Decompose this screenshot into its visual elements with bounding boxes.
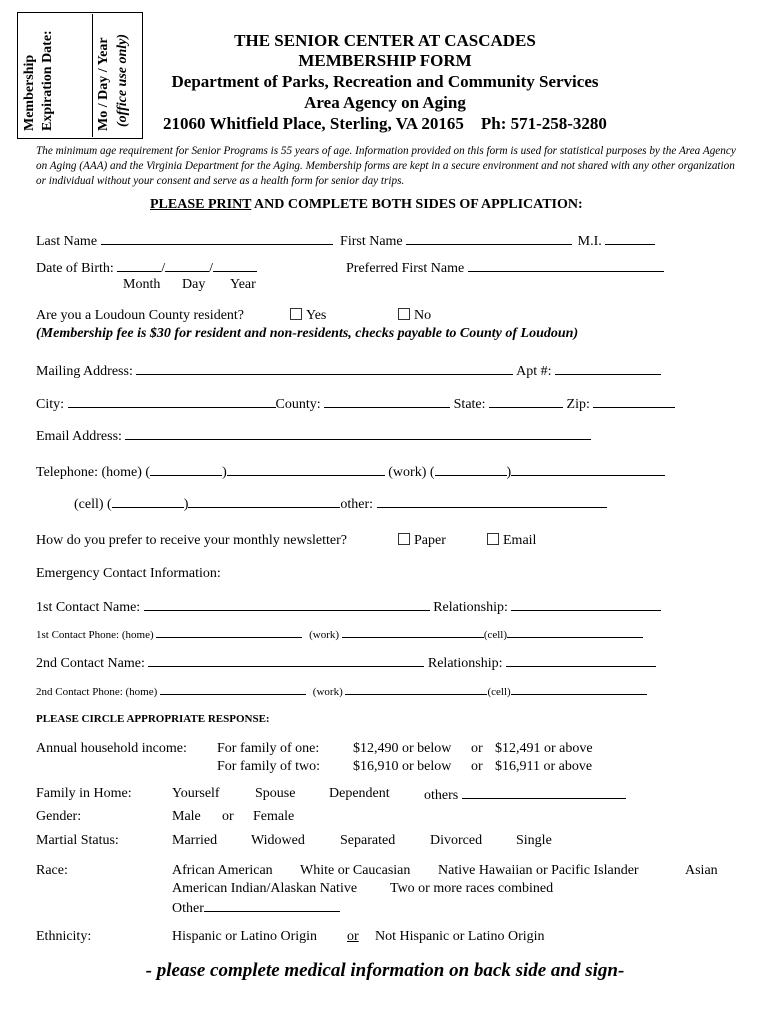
ethnicity-or: or (347, 929, 359, 944)
mailing-row (36, 362, 661, 380)
gender-male[interactable]: Male (172, 809, 201, 824)
contact1-name-label: 1st Contact Name: (36, 600, 141, 615)
first-name-field[interactable] (406, 232, 572, 245)
race-african-american[interactable]: African American (172, 863, 273, 878)
center-title: THE SENIOR CENTER AT CASCADES (234, 31, 536, 50)
city-field[interactable] (68, 395, 276, 408)
marital-single[interactable]: Single (516, 833, 552, 848)
telephone-row: Telephone: (home) ( ) (work) ( ) (36, 463, 665, 481)
gender-female[interactable]: Female (253, 809, 295, 824)
instruction-underlined: PLEASE PRINT (150, 197, 252, 212)
newsletter-email-option[interactable] (487, 533, 536, 549)
contact2-phone-label: 2nd Contact Phone: (home) (36, 686, 158, 698)
last-name-label: Last Name (36, 234, 98, 249)
telephone-label: Telephone: (home) ( (36, 465, 151, 480)
cell-phone-field[interactable] (188, 495, 340, 508)
family-home-label: Family in Home: (36, 786, 132, 801)
contact1-phone-row (36, 627, 643, 641)
contact1-cell-label: (cell) (483, 629, 508, 641)
circle-heading: PLEASE CIRCLE APPROPRIATE RESPONSE: (36, 713, 270, 725)
contact2-cell-label: (cell) (487, 686, 511, 698)
dob-year-field[interactable] (213, 259, 257, 272)
email-row (36, 427, 591, 445)
contact1-name-row (36, 598, 661, 616)
home-phone-field[interactable] (227, 463, 385, 476)
preferred-name-row (346, 259, 664, 277)
contact2-work-label: (work) (312, 686, 343, 698)
email-option-label: Email (503, 533, 537, 548)
city-row (36, 395, 675, 413)
family-two-high[interactable]: $16,911 or above (495, 759, 593, 774)
resident-no-option[interactable] (398, 308, 431, 324)
contact1-relationship-label: Relationship: (433, 600, 508, 615)
contact1-relationship-field[interactable] (511, 598, 661, 611)
marital-separated[interactable]: Separated (340, 833, 396, 848)
state-label: State: (453, 397, 486, 412)
department-name: Department of Parks, Recreation and Community Services (171, 72, 599, 91)
emergency-heading: Emergency Contact Information: (36, 566, 221, 581)
family-option-yourself[interactable]: Yourself (172, 786, 220, 801)
work-phone-field[interactable] (511, 463, 665, 476)
state-field[interactable] (489, 395, 563, 408)
work-label: (work) ( (388, 465, 435, 480)
work-area-code-field[interactable] (435, 463, 507, 476)
family-two-low[interactable]: $16,910 or below (353, 759, 452, 774)
race-other-option[interactable] (172, 899, 340, 917)
family-two-or: or (471, 759, 483, 774)
first-name-label: First Name (340, 234, 403, 249)
family-one-or: or (471, 741, 483, 756)
income-label: Annual household income: (36, 741, 187, 756)
mi-label: M.I. (577, 234, 602, 249)
others-label: others (424, 788, 459, 803)
paper-label: Paper (414, 533, 446, 548)
contact1-home-field[interactable] (156, 627, 302, 638)
race-label: Race: (36, 863, 68, 878)
dob-row: Date of Birth: / / (36, 259, 257, 277)
other-label: other: (340, 497, 374, 512)
contact2-name-field[interactable] (148, 654, 424, 667)
instruction-rest: AND COMPLETE BOTH SIDES OF APPLICATION: (251, 197, 583, 212)
newsletter-question: How do you prefer to receive your monthly newsletter? (36, 533, 348, 548)
family-two-label: For family of two: (217, 759, 321, 774)
no-label: No (414, 308, 432, 323)
preferred-first-label: Preferred First Name (346, 261, 465, 276)
dob-month-field[interactable] (117, 259, 161, 272)
contact1-work-field[interactable] (342, 627, 484, 638)
date-format-label: Mo / Day / Year (96, 37, 111, 131)
marital-married[interactable]: Married (172, 833, 218, 848)
email-checkbox[interactable] (487, 533, 499, 545)
cell-area-code-field[interactable] (112, 495, 184, 508)
family-one-high[interactable]: $12,491 or above (495, 741, 593, 756)
yes-label: Yes (306, 308, 327, 323)
name-row (36, 232, 655, 250)
race-asian[interactable]: Asian (685, 863, 718, 878)
yes-checkbox[interactable] (290, 308, 302, 320)
newsletter-paper-option[interactable] (398, 533, 446, 549)
race-american-indian[interactable]: American Indian/Alaskan Native (172, 881, 358, 896)
dob-month-caption: Month (123, 277, 161, 292)
contact2-name-row (36, 654, 656, 672)
race-two-or-more[interactable]: Two or more races combined (390, 881, 554, 896)
marital-divorced[interactable]: Divorced (430, 833, 483, 848)
dob-day-field[interactable] (165, 259, 209, 272)
county-label: County: (275, 397, 321, 412)
race-white[interactable]: White or Caucasian (300, 863, 411, 878)
resident-question: Are you a Loudoun County resident? (36, 308, 245, 323)
fee-note: (Membership fee is $30 for resident and non-residents, checks payable to County of Loudoun) (36, 326, 579, 341)
dob-day-caption: Day (182, 277, 206, 292)
contact2-name-label: 2nd Contact Name: (36, 656, 145, 671)
other-phone-field[interactable] (377, 495, 607, 508)
apt-label: Apt #: (516, 364, 552, 379)
gender-or: or (222, 809, 234, 824)
no-checkbox[interactable] (398, 308, 410, 320)
zip-label: Zip: (566, 397, 590, 412)
family-one-low[interactable]: $12,490 or below (353, 741, 452, 756)
contact1-phone-label: 1st Contact Phone: (home) (36, 629, 154, 641)
email-field[interactable] (125, 427, 591, 440)
family-one-label: For family of one: (217, 741, 320, 756)
mi-field[interactable] (605, 232, 655, 245)
race-other-label: Other (172, 901, 204, 916)
family-option-others[interactable] (424, 786, 626, 804)
dob-year-caption: Year (230, 277, 256, 292)
city-label: City: (36, 397, 65, 412)
mailing-field[interactable] (136, 362, 513, 375)
intro-paragraph: The minimum age requirement for Senior Programs is 55 years of age. Information provided on this form is used for statistical purposes by the Area Agency on Aging (AAA) and the Virginia Department for the Aging. Membership forms are kept in a secure environment and not shared with any other organization or individual without your consent and serve as a health form for senior day trips. (36, 145, 736, 187)
instruction (150, 197, 583, 213)
marital-widowed[interactable]: Widowed (251, 833, 305, 848)
others-field[interactable] (462, 786, 626, 799)
apt-field[interactable] (555, 362, 661, 375)
resident-yes-option[interactable] (290, 308, 326, 324)
preferred-first-field[interactable] (468, 259, 664, 272)
contact2-home-field[interactable] (160, 684, 306, 695)
contact1-name-field[interactable] (144, 598, 430, 611)
membership-label: Membership (22, 54, 37, 131)
ethnicity-hispanic[interactable]: Hispanic or Latino Origin (172, 929, 318, 944)
contact1-cell-field[interactable] (507, 627, 643, 638)
contact2-relationship-label: Relationship: (427, 656, 503, 671)
expiration-date-label: Expiration Date: (40, 30, 55, 131)
contact2-work-field[interactable] (345, 684, 487, 695)
paper-checkbox[interactable] (398, 533, 410, 545)
last-name-field[interactable] (101, 232, 333, 245)
race-other-field[interactable] (204, 899, 340, 912)
dob-label: Date of Birth: (36, 261, 114, 276)
office-use-note: (office use only) (115, 33, 130, 127)
ethnicity-not-hispanic[interactable]: Not Hispanic or Latino Origin (375, 929, 545, 944)
gender-label: Gender: (36, 809, 82, 824)
home-area-code-field[interactable] (150, 463, 222, 476)
email-label: Email Address: (36, 429, 122, 444)
contact2-cell-field[interactable] (511, 684, 647, 695)
contact1-work-label: (work) (309, 629, 340, 641)
mailing-label: Mailing Address: (36, 364, 133, 379)
contact2-phone-row (36, 684, 647, 698)
footer-note: - please complete medical information on back side and sign- (145, 960, 625, 981)
form-title: MEMBERSHIP FORM (298, 51, 472, 70)
cell-label: (cell) ( (74, 497, 112, 512)
cell-row: (cell) ( ) other: (74, 495, 607, 513)
zip-field[interactable] (593, 395, 675, 408)
agency-name: Area Agency on Aging (304, 93, 466, 112)
contact2-relationship-field[interactable] (506, 654, 656, 667)
county-field[interactable] (324, 395, 450, 408)
marital-label: Martial Status: (36, 833, 119, 848)
race-native-hawaiian[interactable]: Native Hawaiian or Pacific Islander (438, 863, 639, 878)
family-option-spouse[interactable]: Spouse (255, 786, 296, 801)
office-box-divider (92, 14, 93, 137)
ethnicity-label: Ethnicity: (36, 929, 92, 944)
family-option-dependent[interactable]: Dependent (329, 786, 390, 801)
address-phone: 21060 Whitfield Place, Sterling, VA 20165 Ph: 571-258-3280 (163, 114, 607, 133)
